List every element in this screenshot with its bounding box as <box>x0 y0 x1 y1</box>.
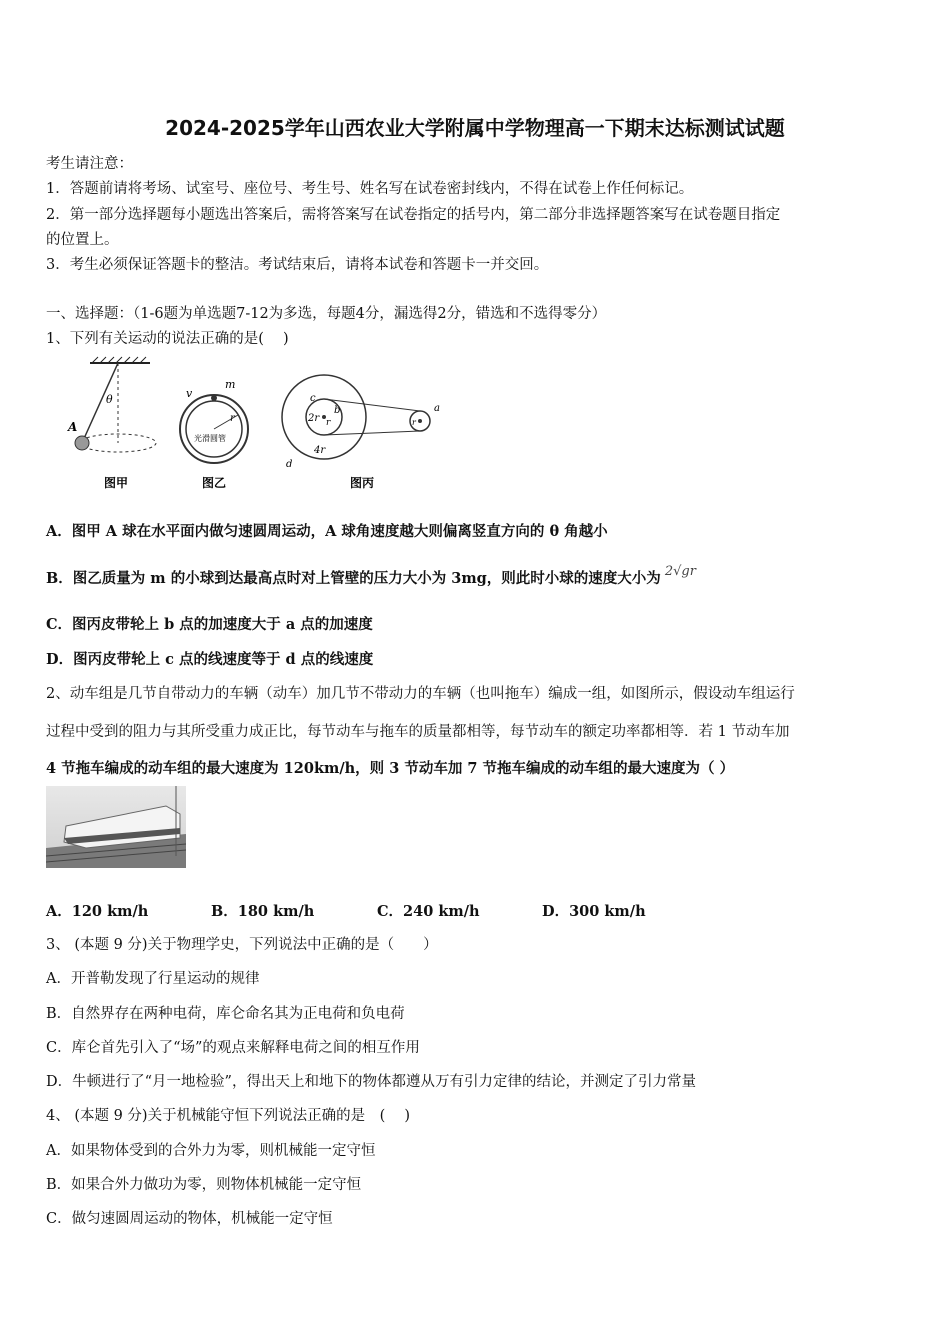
page-title: 2024-2025学年山西农业大学附属中学物理高一下期末达标测试试题 <box>165 116 785 140</box>
notice-item: 1．答题前请将考场、试室号、座位号、考生号、姓名写在试卷密封线内，不得在试卷上作任何标记。 <box>46 181 694 197</box>
q1-figure <box>62 355 462 495</box>
mass-label: m <box>225 378 236 391</box>
q4-option-c: C．做匀速圆周运动的物体，机械能一定守恒 <box>46 1211 333 1227</box>
notice-item: 3．考生必须保证答题卡的整洁。考试结束后，请将本试卷和答题卡一并交回。 <box>46 257 549 273</box>
q1-option-d: D．图丙皮带轮上 c 点的线速度等于 d 点的线速度 <box>46 651 374 668</box>
figure-label: 图乙 <box>202 476 227 490</box>
q3-option-c: C．库仑首先引入了“场”的观点来解释电荷之间的相互作用 <box>46 1040 420 1056</box>
q2-stem-line: 4 节拖车编成的动车组的最大速度为 120km/h，则 3 节动车加 7 节拖车编成的动车组的最大速度为（ ） <box>46 760 735 777</box>
velocity-label: v <box>186 387 193 400</box>
two-r-label: 2r <box>308 413 320 424</box>
figure-tube <box>180 378 248 463</box>
tube-label: 光滑圆管 <box>194 434 226 443</box>
q2-option-b: B．180 km/h <box>211 903 315 920</box>
small-r-label: r <box>326 418 331 428</box>
q3-stem: 3、 (本题 9 分)关于物理学史，下列说法中正确的是（ ） <box>46 937 438 953</box>
q1-option-c: C．图丙皮带轮上 b 点的加速度大于 a 点的加速度 <box>46 616 373 633</box>
point-b-label: b <box>334 405 341 416</box>
figure-label: 图甲 <box>104 476 129 490</box>
figure-pendulum <box>67 357 156 452</box>
figure-label: 图丙 <box>350 476 375 490</box>
notice-heading: 考生请注意： <box>46 156 133 172</box>
notice-item: 2．第一部分选择题每小题选出答案后，需将答案写在试卷指定的括号内，第二部分非选择题答案写在试卷题目指定 <box>46 207 781 223</box>
figure-belt <box>282 375 440 470</box>
sqrt-formula: 2√gr <box>664 564 696 579</box>
q1-option-a: A．图甲 A 球在水平面内做匀速圆周运动，A 球角速度越大则偏离竖直方向的 θ 角越小 <box>46 523 608 540</box>
four-r-label: 4r <box>314 445 326 456</box>
section-heading: 一、选择题：（1-6题为单选题7-12为多选，每题4分，漏选得2分，错选和不选得零分） <box>46 306 607 322</box>
q3-option-b: B．自然界存在两种电荷，库仑命名其为正电荷和负电荷 <box>46 1006 405 1022</box>
notice-item: 的位置上。 <box>46 232 119 248</box>
q2-stem-line: 过程中受到的阻力与其所受重力成正比，每节动车与拖车的质量都相等，每节动车的额定功率都相等．若 1 节动车加 <box>46 724 790 740</box>
point-a-label: a <box>434 403 440 414</box>
q1-option-b-text: B．图乙质量为 m 的小球到达最高点时对上管壁的压力大小为 3mg，则此时小球的速度大小为 <box>46 570 661 587</box>
ball-a-label: A <box>68 420 78 434</box>
q3-option-a: A．开普勒发现了行星运动的规律 <box>46 971 260 987</box>
radius-label: r <box>230 413 235 424</box>
q1-option-b <box>46 564 696 588</box>
point-c-label: c <box>310 393 316 404</box>
q2-option-a: A．120 km/h <box>46 903 149 920</box>
q4-option-b: B．如果合外力做功为零，则物体机械能一定守恒 <box>46 1177 362 1193</box>
pulley-r-label: r <box>412 418 416 427</box>
train-photo <box>46 786 186 868</box>
q4-stem: 4、 (本题 9 分)关于机械能守恒下列说法正确的是 ( ) <box>46 1108 411 1124</box>
theta-label: θ <box>106 393 113 406</box>
q2-option-d: D．300 km/h <box>542 903 646 920</box>
point-d-label: d <box>286 459 293 470</box>
q2-stem-line: 2、动车组是几节自带动力的车辆（动车）加几节不带动力的车辆（也叫拖车）编成一组，如图所示，假设动车组运行 <box>46 686 795 702</box>
question-1-stem: 1、下列有关运动的说法正确的是( ) <box>46 331 289 347</box>
q4-option-a: A．如果物体受到的合外力为零，则机械能一定守恒 <box>46 1143 376 1159</box>
q2-option-c: C．240 km/h <box>377 903 480 920</box>
q3-option-d: D．牛顿进行了“月一地检验”，得出天上和地下的物体都遵从万有引力定律的结论，并测定了引力常量 <box>46 1074 696 1090</box>
